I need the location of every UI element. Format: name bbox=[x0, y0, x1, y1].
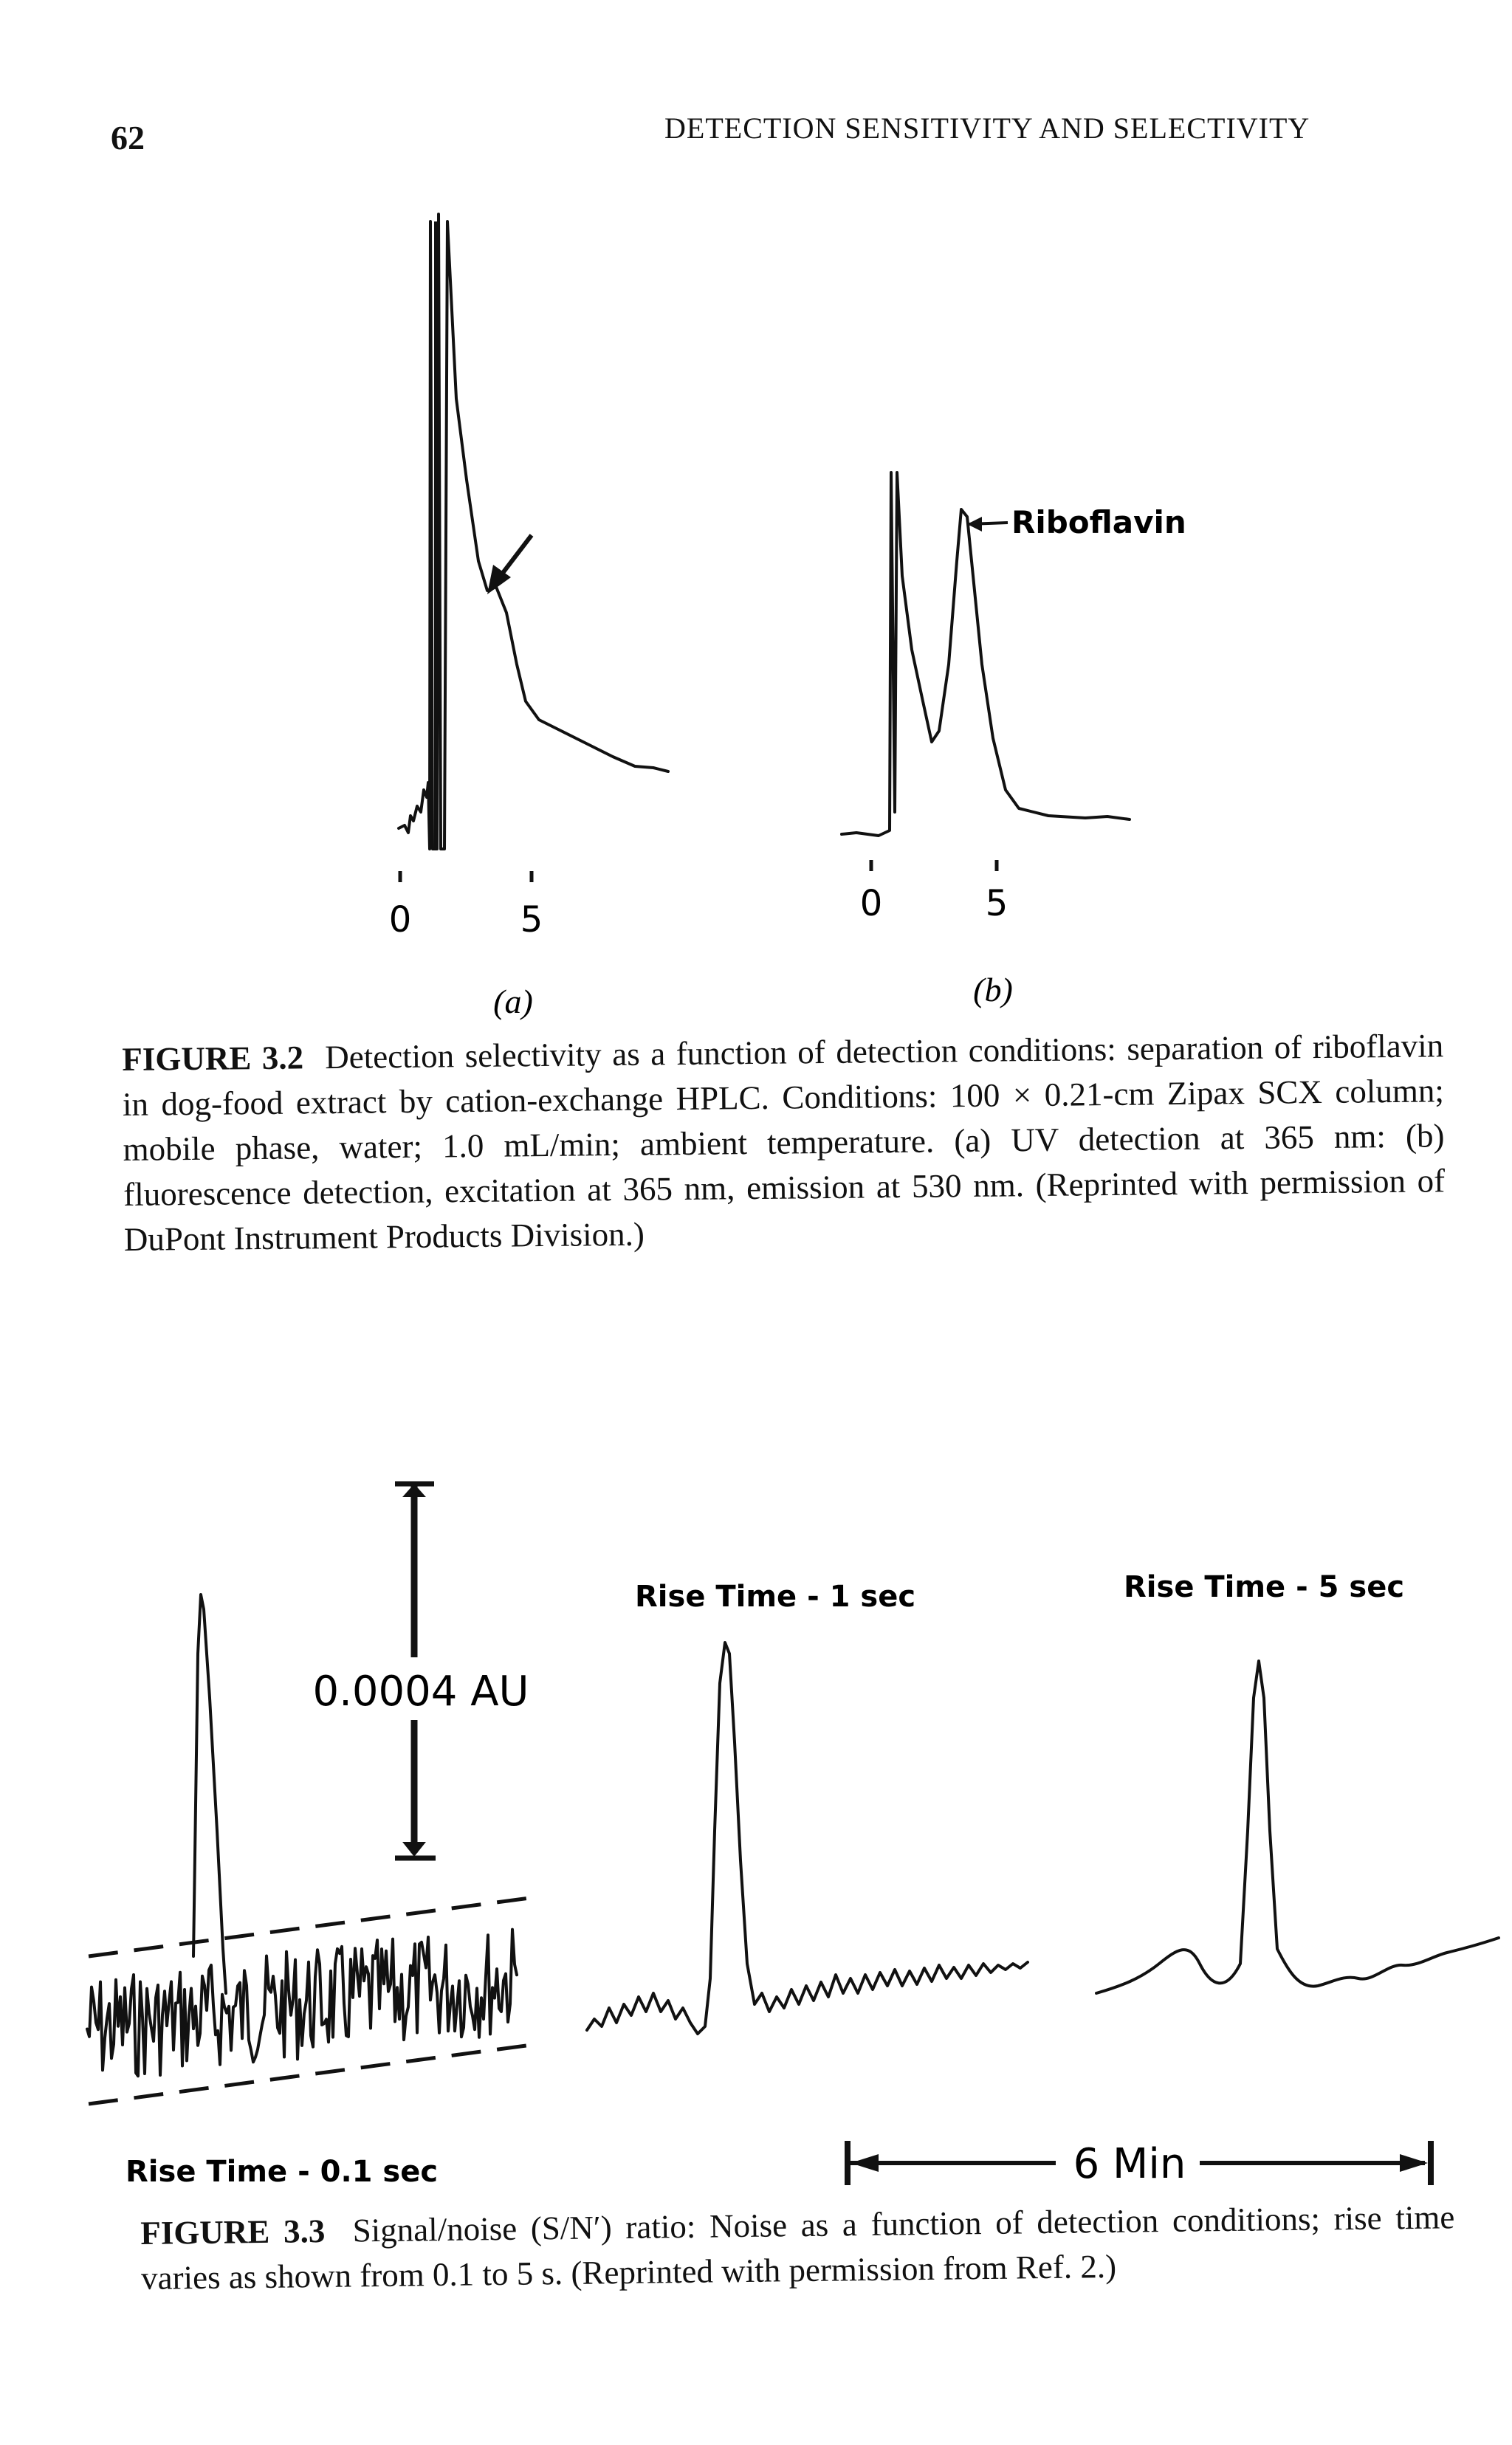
trace-rise-1s bbox=[587, 1643, 1028, 2034]
panel-label-b: (b) bbox=[973, 971, 1013, 1008]
figure-3-2-caption-label: FIGURE 3.2 bbox=[122, 1039, 304, 1078]
figure-3-3-caption bbox=[140, 2195, 1455, 2301]
trace-rise-5s bbox=[1096, 1661, 1499, 1993]
tick-label-b-5: 5 bbox=[985, 883, 1008, 924]
running-title: DETECTION SENSITIVITY AND SELECTIVITY bbox=[664, 111, 1310, 145]
figure-3-2-caption bbox=[122, 1023, 1446, 1262]
riboflavin-label: Riboflavin bbox=[1011, 504, 1186, 540]
figure-3-3 bbox=[87, 1484, 1499, 2189]
trace-label-rise-0-1s: Rise Time - 0.1 sec bbox=[126, 2155, 439, 2189]
figure-3-2-caption-text: Detection selectivity as a function of detection conditions: separation of riboflavin in dog-food extract by cation-exchange HPLC. Conditions: 100 × 0.21-cm Zipax SCX column; mobile phase, water; 1.0 mL/min; ambient temperature. (a) UV detection at 365 nm: (b) fluorescence detection, excitation at 365 nm, emission at 530 nm. (Reprinted with permission of DuPont Instrument Products Division.) bbox=[122, 1027, 1446, 1258]
chromatogram-a-trace bbox=[399, 214, 668, 849]
trace-rise-5s-line bbox=[1096, 1661, 1499, 1993]
tick-label-b-0: 0 bbox=[859, 883, 883, 924]
figure-3-3-caption-label: FIGURE 3.3 bbox=[140, 2212, 326, 2252]
figure-3-3-caption-text: Signal/noise (S/N′) ratio: Noise as a function of detection conditions; rise time varies as shown from 0.1 to 5 s. (Reprinted with permission from Ref. 2.) bbox=[140, 2198, 1455, 2297]
chromatogram-a-arrow bbox=[487, 535, 532, 594]
tick-label-a-5: 5 bbox=[520, 899, 543, 940]
au-scale-label: 0.0004 AU bbox=[312, 1668, 529, 1716]
figure-3-2-panel-a bbox=[389, 214, 668, 1020]
trace-label-rise-1s: Rise Time - 1 sec bbox=[635, 1580, 916, 1614]
trace-label-rise-5s: Rise Time - 5 sec bbox=[1124, 1570, 1405, 1604]
time-scale-label: 6 Min bbox=[1073, 2140, 1186, 2188]
tick-label-a-0: 0 bbox=[388, 899, 412, 940]
panel-label-a: (a) bbox=[493, 983, 533, 1020]
trace-rise-1s-line bbox=[587, 1643, 1028, 2034]
trace-rise-0-1s-peak bbox=[193, 1595, 226, 1993]
page-number: 62 bbox=[111, 119, 145, 157]
figure-3-2-panel-b bbox=[842, 472, 1186, 1008]
